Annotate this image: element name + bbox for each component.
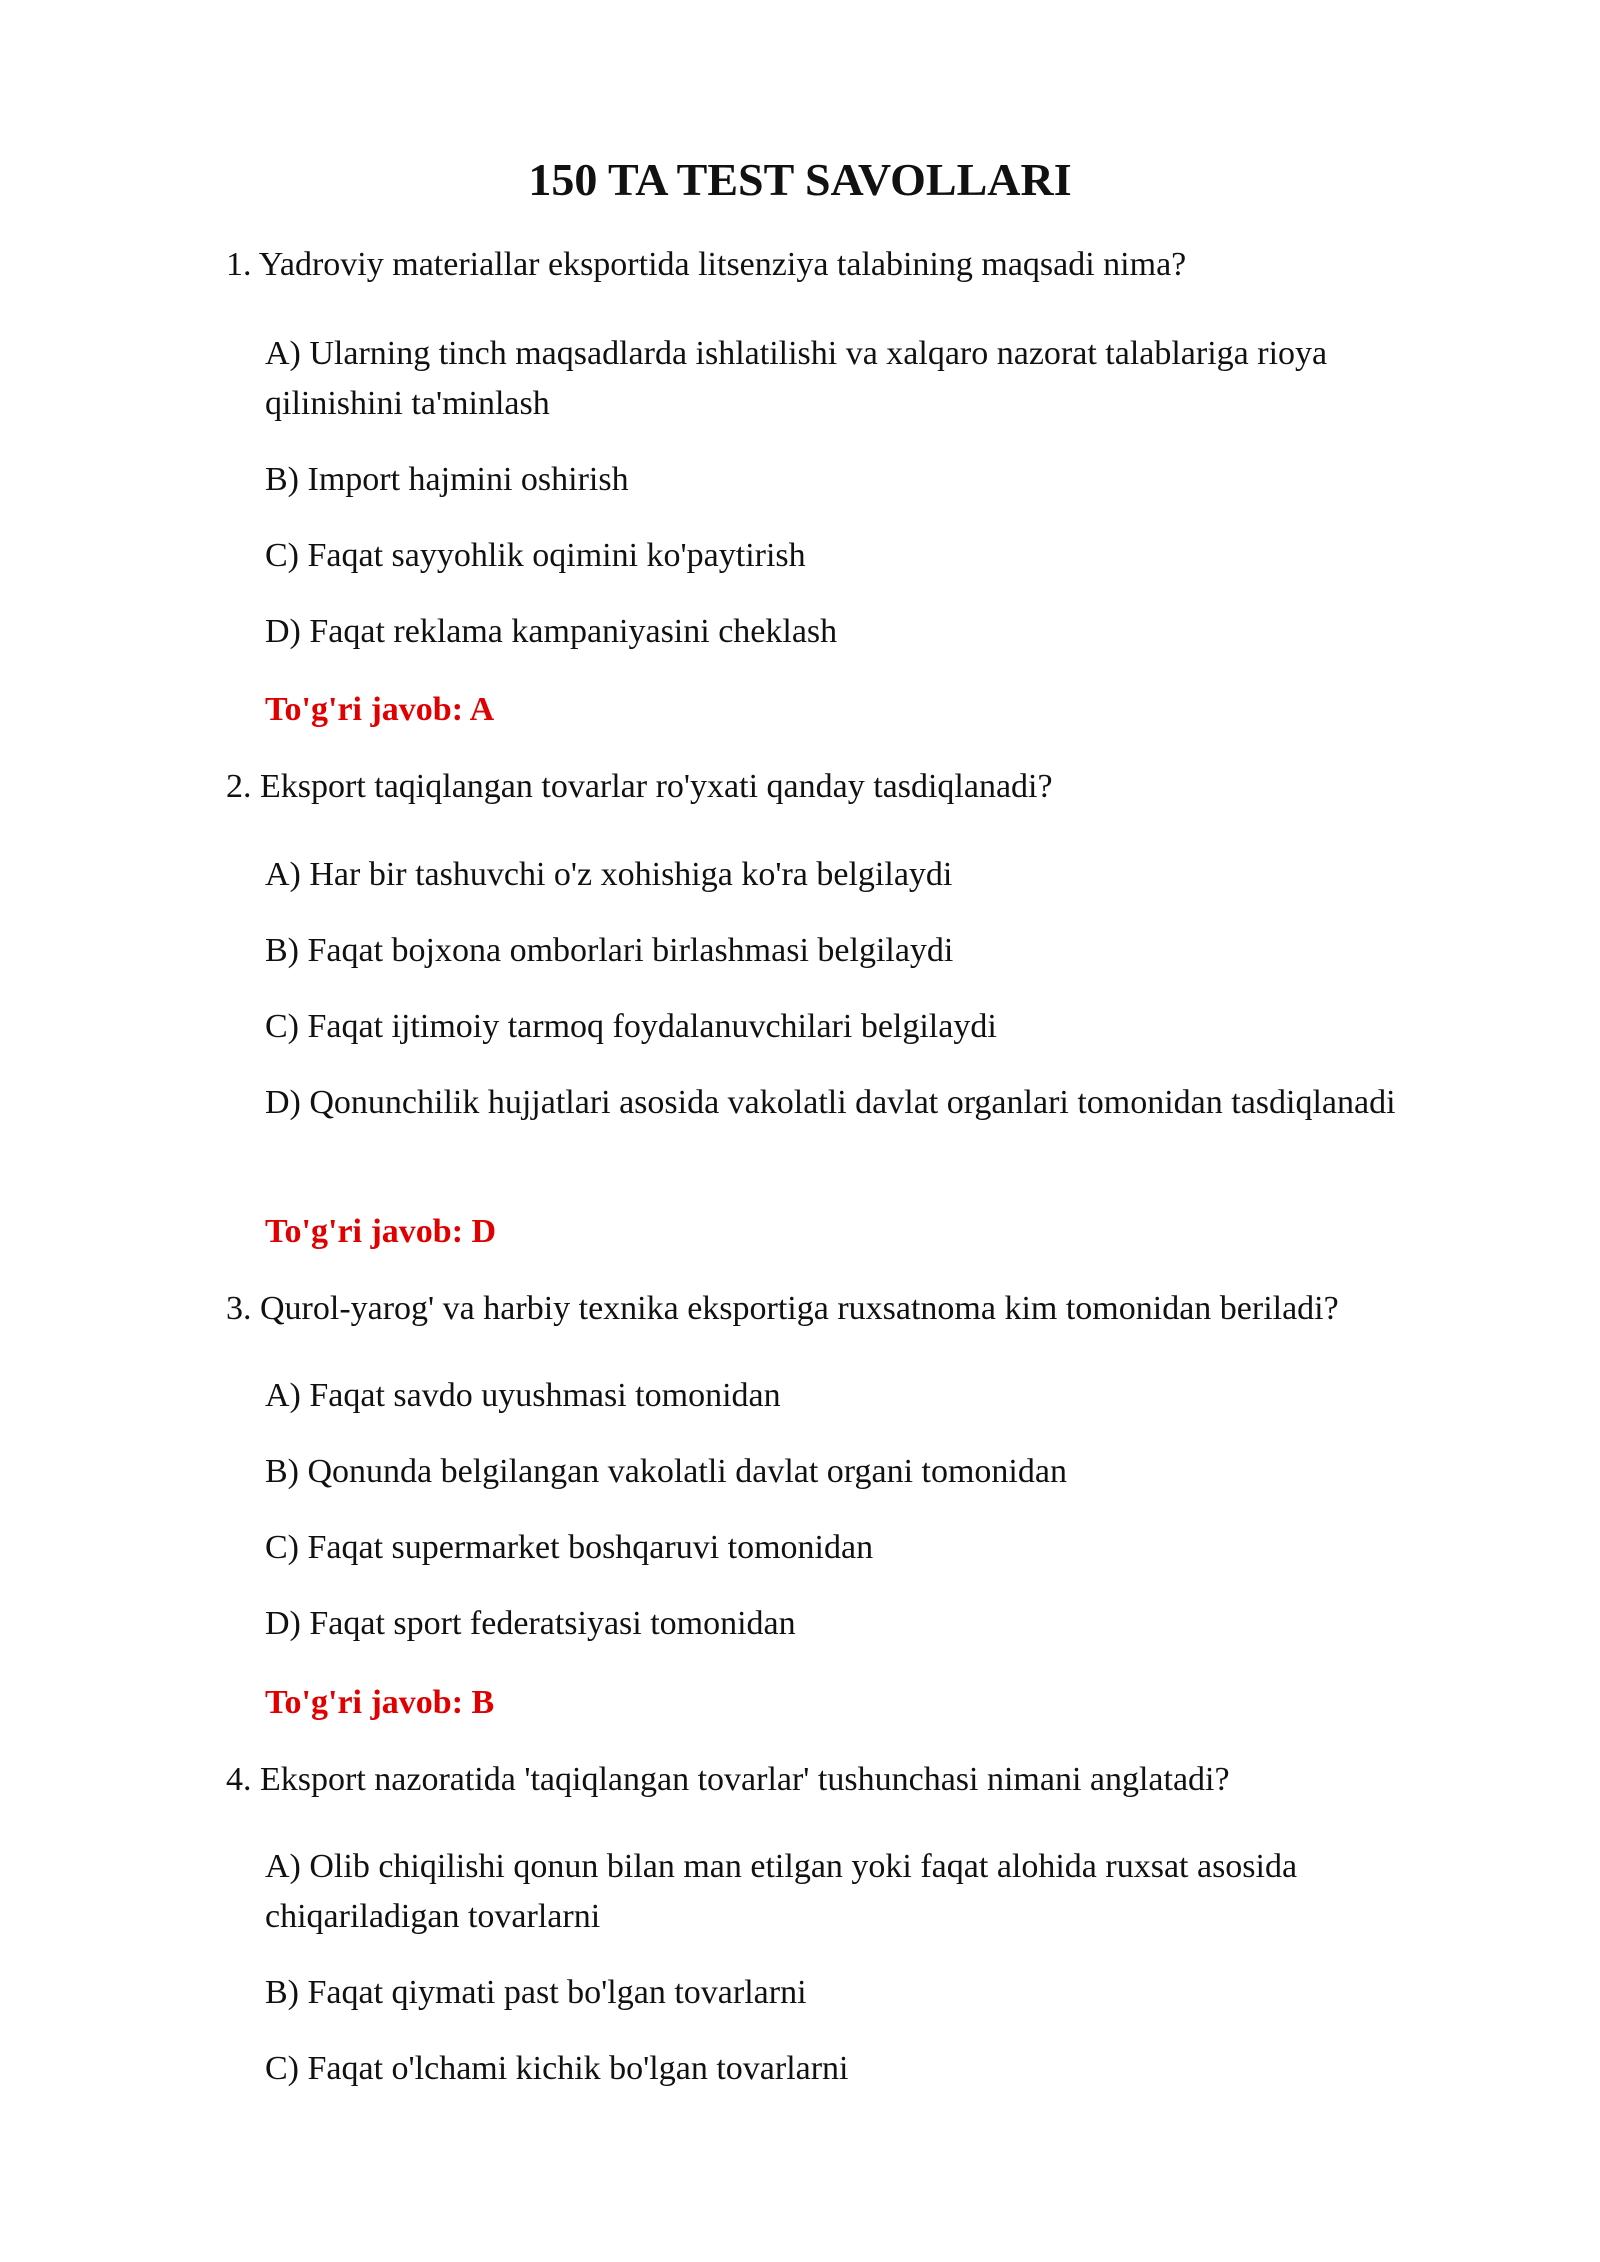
q1-correct-answer: To'g'ri javob: A bbox=[265, 691, 495, 728]
q1-option-a: A) Ularning tinch maqsadlarda ishlatilishi va xalqaro nazorat talablariga rioya qilinishini ta'minlash bbox=[265, 335, 1328, 422]
q4-option-c: C) Faqat o'lchami kichik bo'lgan tovarlarni bbox=[265, 2050, 849, 2087]
q2-option-d: D) Qonunchilik hujjatlari asosida vakolatli davlat organlari tomonidan tasdiqlanadi bbox=[265, 1084, 1396, 1121]
page-title: 150 TA TEST SAVOLLARI bbox=[528, 154, 1072, 205]
q3-option-d: D) Faqat sport federatsiyasi tomonidan bbox=[265, 1605, 796, 1642]
q4-option-a: A) Olib chiqilishi qonun bilan man etilgan yoki faqat alohida ruxsat asosida chiqariladigan tovarlarni bbox=[265, 1848, 1298, 1935]
question-4: 4. Eksport nazoratida 'taqiqlangan tovarlar' tushunchasi nimani anglatadi? bbox=[226, 1761, 1230, 1798]
q2-option-c: C) Faqat ijtimoiy tarmoq foydalanuvchilari belgilaydi bbox=[265, 1008, 997, 1045]
q2-option-b: B) Faqat bojxona omborlari birlashmasi belgilaydi bbox=[265, 932, 954, 969]
q3-option-c: C) Faqat supermarket boshqaruvi tomonidan bbox=[265, 1529, 874, 1566]
q1-option-d: D) Faqat reklama kampaniyasini cheklash bbox=[265, 613, 838, 650]
q1-option-c: C) Faqat sayyohlik oqimini ko'paytirish bbox=[265, 537, 806, 574]
q3-option-a: A) Faqat savdo uyushmasi tomonidan bbox=[265, 1377, 781, 1414]
q3-correct-answer: To'g'ri javob: B bbox=[265, 1684, 495, 1721]
q2-correct-answer: To'g'ri javob: D bbox=[265, 1213, 497, 1250]
q1-option-b: B) Import hajmini oshirish bbox=[265, 461, 629, 498]
q2-option-a: A) Har bir tashuvchi o'z xohishiga ko'ra belgilaydi bbox=[265, 856, 953, 893]
q4-option-b: B) Faqat qiymati past bo'lgan tovarlarni bbox=[265, 1974, 807, 2011]
q3-option-b: B) Qonunda belgilangan vakolatli davlat organi tomonidan bbox=[265, 1453, 1067, 1490]
question-3: 3. Qurol-yarog' va harbiy texnika eksportiga ruxsatnoma kim tomonidan beriladi? bbox=[226, 1290, 1339, 1327]
question-2: 2. Eksport taqiqlangan tovarlar ro'yxati qanday tasdiqlanadi? bbox=[226, 768, 1053, 805]
question-1: 1. Yadroviy materiallar eksportida litsenziya talabining maqsadi nima? bbox=[226, 246, 1187, 283]
